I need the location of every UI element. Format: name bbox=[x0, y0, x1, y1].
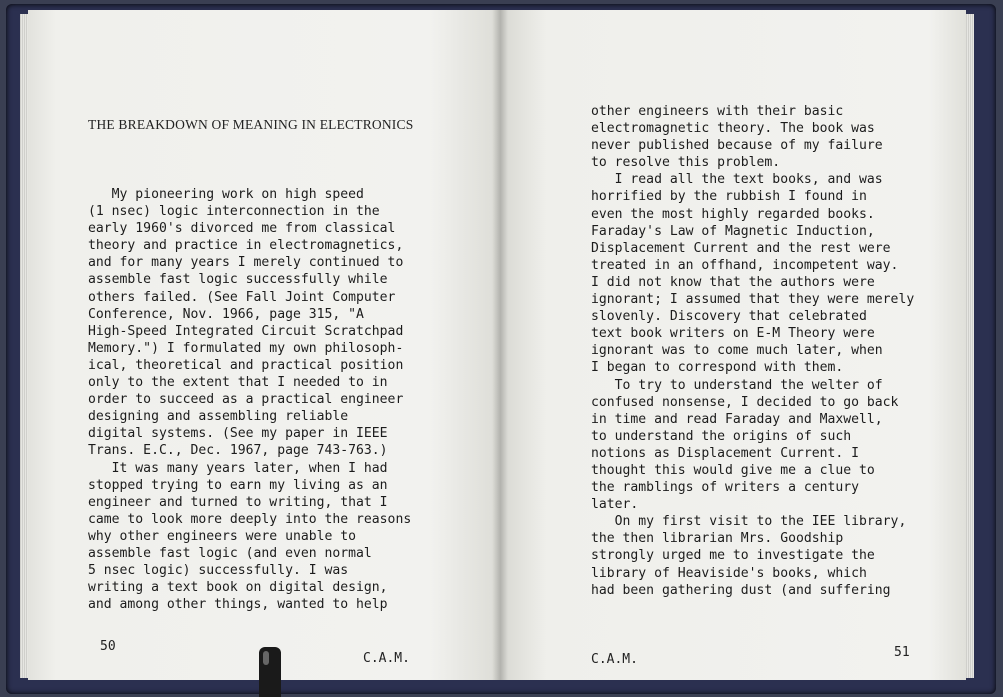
text-line: engineer and turned to writing, that I bbox=[88, 494, 388, 510]
text-line: only to the extent that I needed to in bbox=[88, 375, 388, 391]
text-line: the then librarian Mrs. Goodship bbox=[591, 531, 844, 547]
text-line: assemble fast logic (and even normal bbox=[88, 545, 372, 561]
text-line: High-Speed Integrated Circuit Scratchpad bbox=[88, 323, 404, 339]
text-line: had been gathering dust (and suffering bbox=[591, 582, 891, 598]
text-line: treated in an offhand, incompetent way. bbox=[591, 257, 899, 273]
left-page-text bbox=[88, 186, 411, 613]
text-line: writing a text book on digital design, bbox=[88, 580, 388, 596]
text-line: digital systems. (See my paper in IEEE bbox=[88, 426, 388, 442]
text-line: Memory.") I formulated my own philosoph- bbox=[88, 340, 404, 356]
text-line: strongly urged me to investigate the bbox=[591, 548, 875, 564]
text-line: to understand the origins of such bbox=[591, 428, 852, 444]
text-line: ical, theoretical and practical position bbox=[88, 357, 404, 373]
text-line: to resolve this problem. bbox=[591, 155, 781, 171]
text-line: confused nonsense, I decided to go back bbox=[591, 394, 899, 410]
text-line: others failed. (See Fall Joint Computer bbox=[88, 289, 396, 305]
text-line: thought this would give me a clue to bbox=[591, 462, 875, 478]
text-line: Conference, Nov. 1966, page 315, "A bbox=[88, 306, 364, 322]
text-line: To try to understand the welter of bbox=[591, 377, 883, 393]
text-line: notions as Displacement Current. I bbox=[591, 445, 860, 461]
right-page-number: 51 bbox=[894, 645, 910, 660]
left-page-number: 50 bbox=[100, 639, 116, 654]
text-line: library of Heaviside's books, which bbox=[591, 565, 867, 581]
text-line: I read all the text books, and was bbox=[591, 172, 883, 188]
left-author-mark: C.A.M. bbox=[363, 651, 410, 666]
text-line: theory and practice in electromagnetics, bbox=[88, 238, 404, 254]
text-line: Faraday's Law of Magnetic Induction, bbox=[591, 223, 875, 239]
page-edges-right bbox=[966, 14, 974, 678]
text-line: other engineers with their basic bbox=[591, 104, 844, 119]
text-line: text book writers on E-M Theory were bbox=[591, 326, 875, 342]
text-line: early 1960's divorced me from classical bbox=[88, 221, 396, 237]
text-line: 5 nsec logic) successfully. I was bbox=[88, 563, 349, 579]
text-line: slovenly. Discovery that celebrated bbox=[591, 309, 867, 325]
text-line: My pioneering work on high speed bbox=[88, 187, 364, 202]
text-line: ignorant was to come much later, when bbox=[591, 343, 883, 359]
chapter-title: THE BREAKDOWN OF MEANING IN ELECTRONICS bbox=[88, 117, 414, 132]
text-line: assemble fast logic successfully while bbox=[88, 272, 388, 288]
text-line: electromagnetic theory. The book was bbox=[591, 121, 875, 137]
text-line: On my first visit to the IEE library, bbox=[591, 514, 907, 530]
text-line: later. bbox=[591, 497, 639, 513]
text-line: came to look more deeply into the reasons bbox=[88, 511, 412, 527]
text-line: ignorant; I assumed that they were merely bbox=[591, 292, 915, 308]
text-line: horrified by the rubbish I found in bbox=[591, 189, 867, 205]
text-line: It was many years later, when I had bbox=[88, 460, 388, 476]
pen-cap bbox=[259, 647, 281, 697]
text-line: even the most highly regarded books. bbox=[591, 206, 875, 222]
text-line: the ramblings of writers a century bbox=[591, 480, 860, 496]
text-line: why other engineers were unable to bbox=[88, 528, 357, 544]
text-line: Trans. E.C., Dec. 1967, page 743-763.) bbox=[88, 443, 388, 459]
book-gutter bbox=[492, 10, 508, 680]
text-line: stopped trying to earn my living as an bbox=[88, 477, 388, 493]
text-line: designing and assembling reliable bbox=[88, 409, 349, 425]
text-line: Displacement Current and the rest were bbox=[591, 240, 891, 256]
text-line: and for many years I merely continued to bbox=[88, 255, 404, 271]
right-author-mark: C.A.M. bbox=[591, 652, 638, 667]
text-line: order to succeed as a practical engineer bbox=[88, 392, 404, 408]
text-line: never published because of my failure bbox=[591, 138, 883, 154]
text-line: in time and read Faraday and Maxwell, bbox=[591, 411, 883, 427]
text-line: and among other things, wanted to help bbox=[88, 597, 388, 613]
right-page-text bbox=[591, 103, 914, 599]
text-line: I began to correspond with them. bbox=[591, 360, 844, 376]
text-line: I did not know that the authors were bbox=[591, 274, 875, 290]
text-line: (1 nsec) logic interconnection in the bbox=[88, 204, 380, 220]
